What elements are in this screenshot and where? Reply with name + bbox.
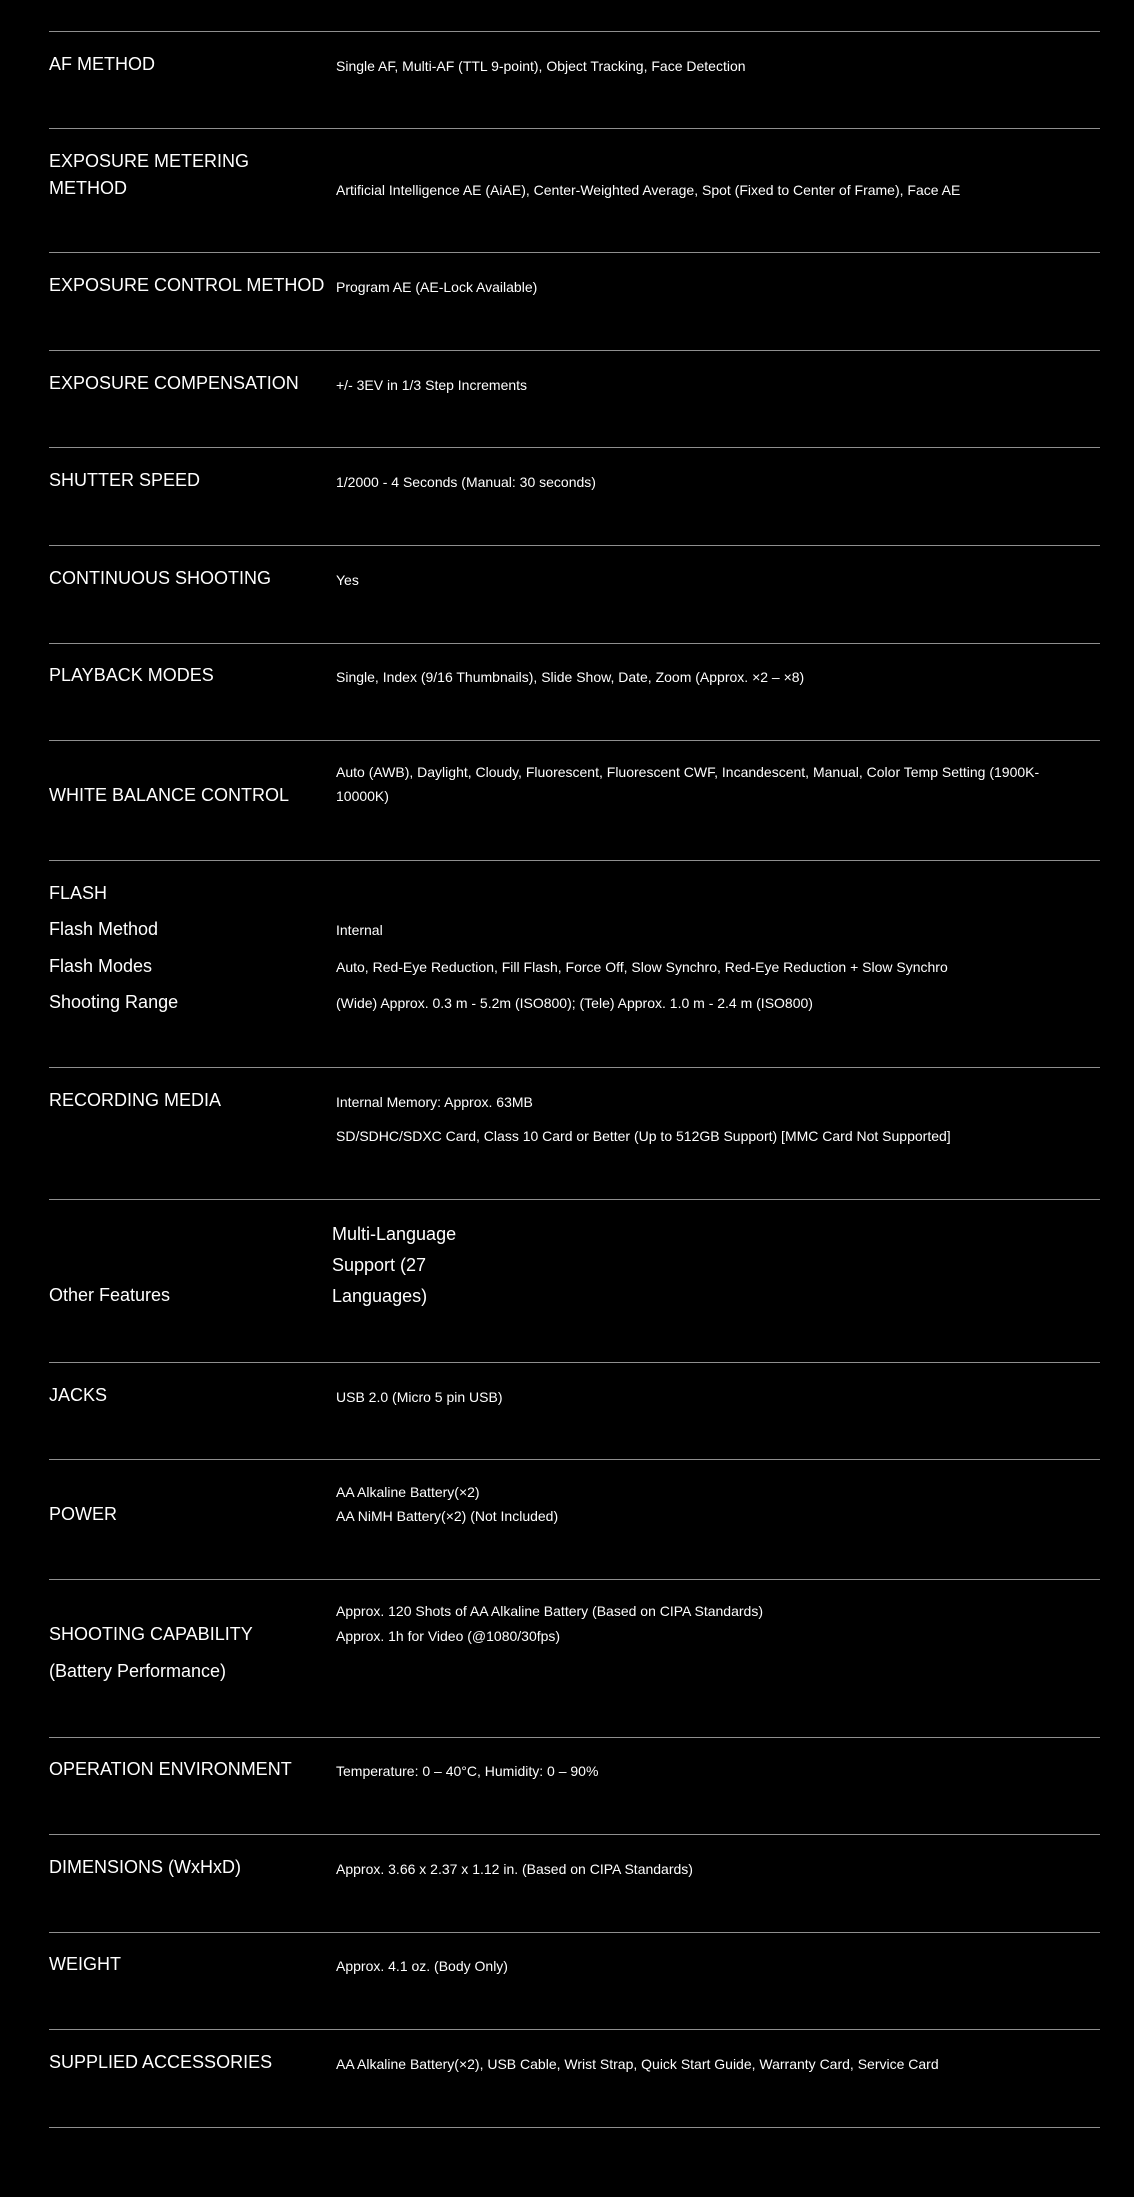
spec-label: CONTINUOUS SHOOTING [49,568,272,588]
spec-label: SHUTTER SPEED [49,470,201,490]
spec-label: PLAYBACK MODES [49,665,214,685]
divider [49,31,1100,32]
flash-modes-label: Flash Modes [49,956,153,976]
spec-label: Other Features [49,1285,171,1305]
divider [49,447,1100,448]
spec-value: Temperature: 0 – 40°C, Humidity: 0 – 90% [336,1763,599,1779]
spec-label: RECORDING MEDIA [49,1090,222,1110]
spec-value: SD/SDHC/SDXC Card, Class 10 Card or Better (Up to 512GB Support) [MMC Card Not Supported] [336,1128,951,1144]
divider [49,1737,1100,1738]
flash-method-value: Internal [336,922,383,938]
shooting-range-label: Shooting Range [49,992,179,1012]
divider [49,1834,1100,1835]
spec-label: DIMENSIONS (WxHxD) [49,1857,241,1877]
spec-value: 1/2000 - 4 Seconds (Manual: 30 seconds) [336,474,596,490]
spec-label: WHITE BALANCE CONTROL [49,785,290,805]
spec-label: FLASH [49,883,108,903]
divider [49,2127,1100,2128]
spec-value: Approx. 120 Shots of AA Alkaline Battery (Based on CIPA Standards) [336,1603,763,1619]
spec-label: EXPOSURE COMPENSATION [49,373,299,393]
flash-modes-value: Auto, Red-Eye Reduction, Fill Flash, Force Off, Slow Synchro, Red-Eye Reduction + Slow Synchro [336,959,948,975]
spec-label: WEIGHT [49,1954,121,1974]
spec-value: Artificial Intelligence AE (AiAE), Center-Weighted Average, Spot (Fixed to Center of Frame), Face AE [336,182,961,198]
divider [49,740,1100,741]
divider [49,860,1100,861]
divider [49,1067,1100,1068]
spec-label: SUPPLIED ACCESSORIES [49,2052,273,2072]
spec-value: Multi-Language Support (27 Languages) [332,1224,457,1306]
spec-label: AF METHOD [49,54,155,74]
divider [49,350,1100,351]
divider [49,1199,1100,1200]
spec-value: USB 2.0 (Micro 5 pin USB) [336,1389,503,1405]
spec-label: SHOOTING CAPABILITY [49,1624,253,1644]
spec-value: AA Alkaline Battery(×2), USB Cable, Wrist Strap, Quick Start Guide, Warranty Card, Service Card [336,2056,939,2072]
spec-label: POWER [49,1504,118,1524]
spec-label: EXPOSURE CONTROL METHOD [49,275,325,295]
spec-value: Yes [336,572,359,588]
divider [49,643,1100,644]
flash-method-label: Flash Method [49,919,159,939]
divider [49,545,1100,546]
divider [49,1362,1100,1363]
spec-label: EXPOSURE METERING METHOD [49,151,250,198]
spec-label: OPERATION ENVIRONMENT [49,1759,292,1779]
spec-value: Approx. 1h for Video (@1080/30fps) [336,1628,561,1644]
shooting-range-value: (Wide) Approx. 0.3 m - 5.2m (ISO800); (Tele) Approx. 1.0 m - 2.4 m (ISO800) [336,995,813,1011]
spec-value: Approx. 3.66 x 2.37 x 1.12 in. (Based on CIPA Standards) [336,1861,693,1877]
spec-value: Internal Memory: Approx. 63MB [336,1094,533,1110]
divider [49,1579,1100,1580]
spec-value: Program AE (AE-Lock Available) [336,279,538,295]
spec-value: AA Alkaline Battery(×2) [336,1484,480,1500]
divider [49,252,1100,253]
spec-label-sub: (Battery Performance) [49,1661,227,1681]
spec-value: +/- 3EV in 1/3 Step Increments [336,377,528,393]
divider [49,128,1100,129]
spec-value: AA NiMH Battery(×2) (Not Included) [336,1508,559,1524]
spec-label: JACKS [49,1385,108,1405]
divider [49,1459,1100,1460]
divider [49,2029,1100,2030]
spec-value: Auto (AWB), Daylight, Cloudy, Fluorescent, Fluorescent CWF, Incandescent, Manual, Color Temp Setting (1900K-10000K) [336,764,1040,804]
spec-value: Approx. 4.1 oz. (Body Only) [336,1958,508,1974]
divider [49,1932,1100,1933]
spec-value: Single, Index (9/16 Thumbnails), Slide Show, Date, Zoom (Approx. ×2 – ×8) [336,669,805,685]
spec-value: Single AF, Multi-AF (TTL 9-point), Object Tracking, Face Detection [336,58,746,74]
